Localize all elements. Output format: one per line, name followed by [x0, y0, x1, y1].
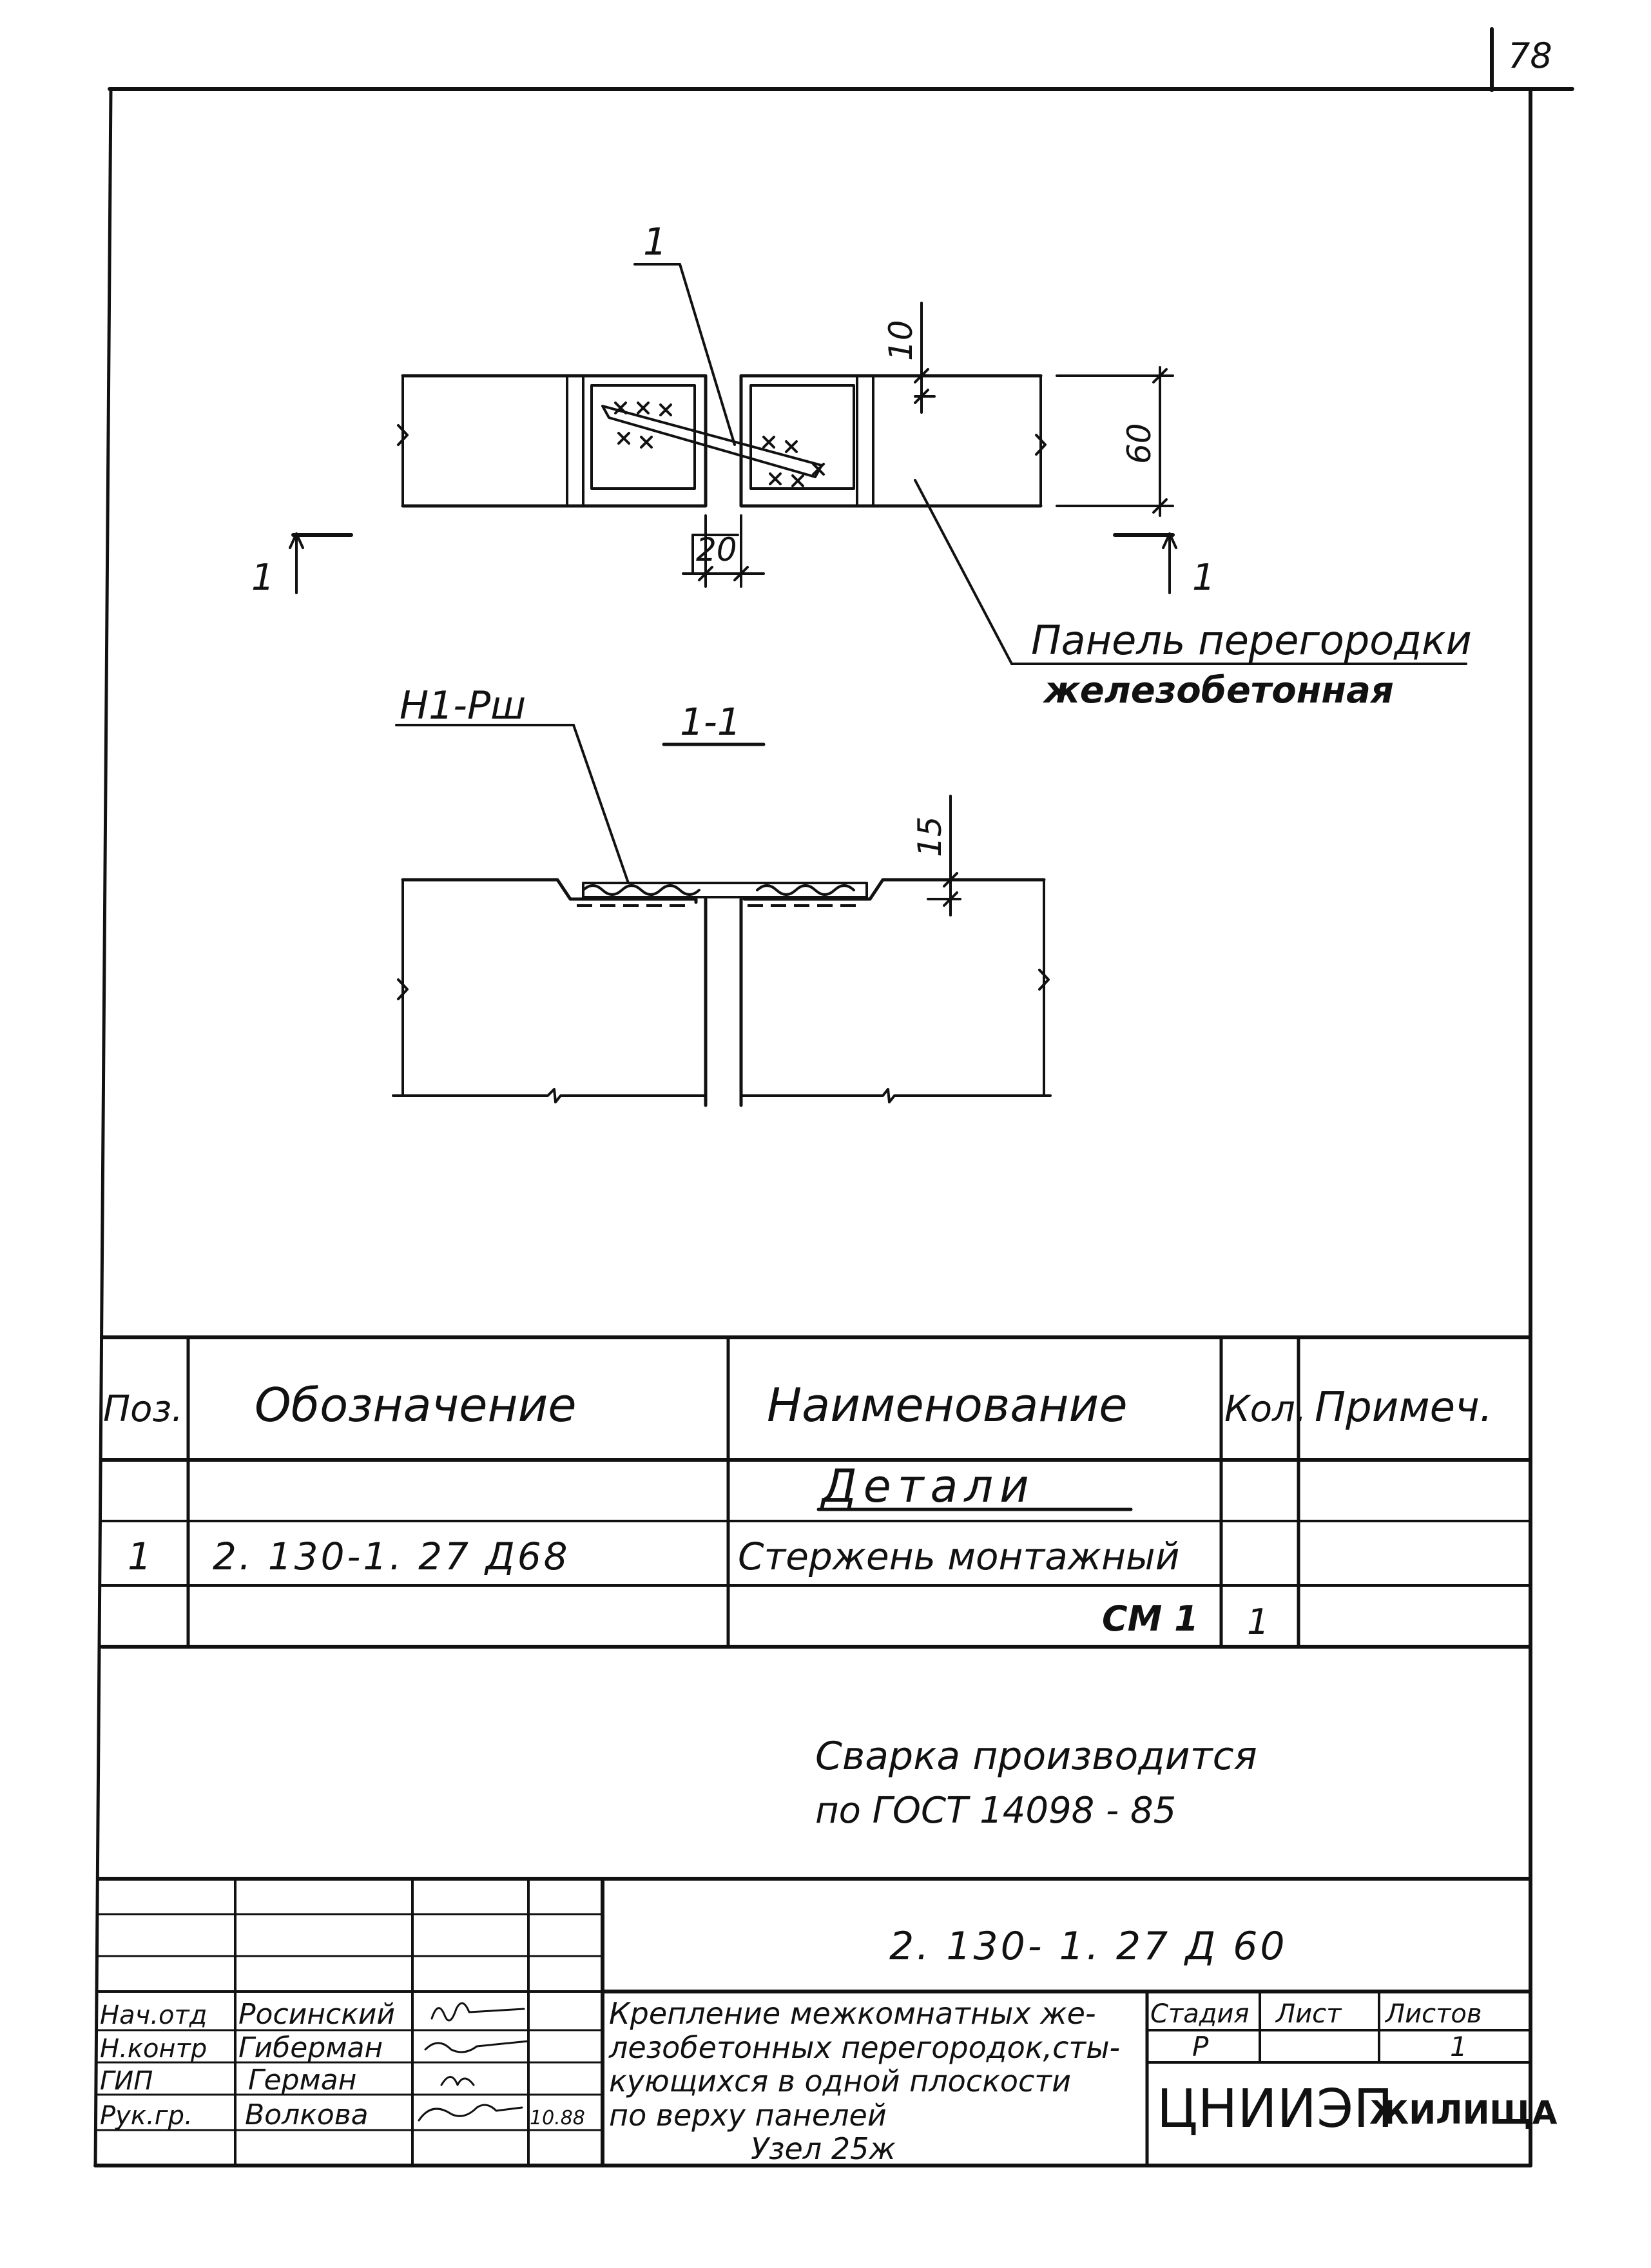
row-qty: 1	[1247, 1602, 1270, 1642]
section-view	[393, 683, 1050, 1105]
leader-pos-label: 1	[643, 220, 667, 264]
sheet-frame	[95, 89, 1572, 2166]
sheets-value: 1	[1450, 2031, 1467, 2062]
desc-line3: кующихся в одной плоскости	[609, 2064, 1071, 2098]
weld-beads	[583, 886, 854, 895]
group-title: Детали	[822, 1460, 1036, 1513]
header-name: Наименование	[767, 1378, 1128, 1432]
desc-line5: Узел 25ж	[751, 2131, 896, 2166]
row-name-line2: СМ 1	[1102, 1598, 1199, 1639]
org-name: ЦНИИЭП	[1157, 2079, 1393, 2140]
weld-marks-right	[764, 437, 824, 486]
section-mark-right: 1	[1192, 557, 1215, 599]
name-4: Волкова	[245, 2098, 369, 2131]
dim-gap-label: 20	[696, 531, 737, 568]
weld-marks-left	[615, 403, 671, 447]
name-1: Росинский	[238, 1998, 395, 2031]
section-mark-left: 1	[251, 557, 275, 599]
dim-height-label: 60	[1121, 423, 1158, 464]
role-4: Рук.гр.	[100, 2101, 193, 2131]
dim-top-label: 10	[882, 320, 920, 361]
header-pos: Поз.	[103, 1388, 183, 1430]
header-designation: Обозначение	[255, 1378, 577, 1432]
document-code: 2. 130- 1. 27 Д 60	[889, 1924, 1288, 1969]
welding-note	[815, 1734, 1257, 1832]
row-name-line1: Стержень монтажный	[738, 1535, 1180, 1578]
role-1: Нач.отд	[100, 2001, 208, 2030]
row-pos: 1	[128, 1535, 151, 1578]
page-number: 78	[1508, 35, 1552, 76]
dim-weld-label: 15	[911, 816, 949, 857]
name-2: Гиберман	[238, 2031, 383, 2064]
header-qty: Кол.	[1224, 1388, 1307, 1430]
sheet-label: Лист	[1276, 1999, 1342, 2029]
note-line1: Сварка производится	[815, 1734, 1257, 1779]
desc-line2: лезобетонных перегородок,сты-	[609, 2030, 1121, 2065]
stage-label: Стадия	[1150, 1999, 1250, 2029]
section-title: 1-1	[680, 700, 741, 744]
row-designation: 2. 130-1. 27 Д68	[213, 1535, 570, 1578]
spec-table	[102, 1337, 1530, 1647]
header-note: Примеч.	[1315, 1384, 1493, 1431]
panel-label-line2: железобетонная	[1044, 670, 1394, 712]
panel-label-line1: Панель перегородки	[1031, 617, 1472, 664]
plan-view	[251, 220, 1472, 712]
desc-line4: по верху панелей	[609, 2098, 887, 2133]
page-number-box	[1492, 29, 1552, 90]
stage-value: Р	[1192, 2031, 1209, 2062]
note-line2: по ГОСТ 14098 - 85	[815, 1790, 1177, 1832]
role-3: ГИП	[100, 2066, 153, 2096]
date-4: 10.88	[530, 2107, 585, 2129]
weld-label: Н1-Рш	[400, 683, 526, 728]
desc-line1: Крепление межкомнатных же-	[609, 1996, 1096, 2031]
name-3: Герман	[248, 2064, 357, 2097]
title-block	[98, 1879, 1558, 2166]
role-2: Н.контр	[100, 2034, 208, 2064]
org-suffix: ЖИЛИЩА	[1369, 2094, 1558, 2131]
sheets-label: Листов	[1385, 1999, 1482, 2029]
